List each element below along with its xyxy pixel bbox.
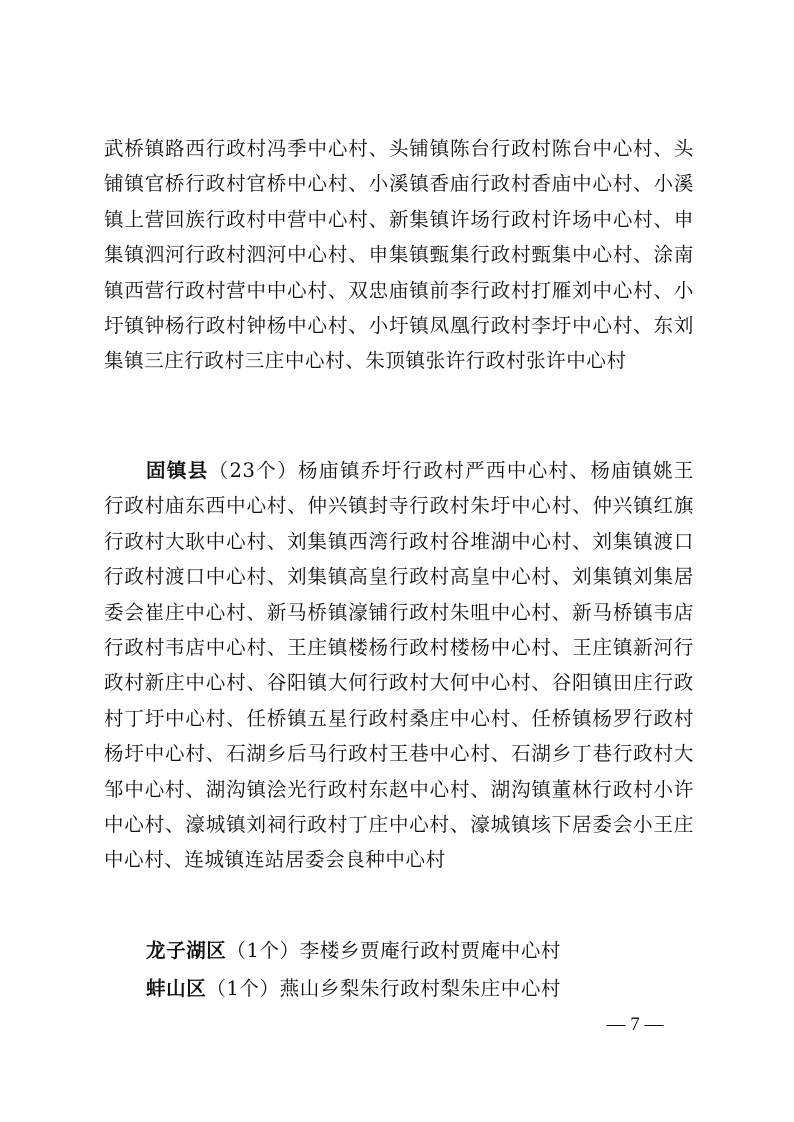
paragraph-longzihu-district: [104, 933, 694, 968]
county-heading: 固镇县: [146, 459, 209, 482]
page-number: — 7 —: [606, 1014, 664, 1035]
district-heading: 蚌山区: [146, 977, 207, 1000]
paragraph-text: （23个）杨庙镇乔圩行政村严西中心村、杨庙镇姚王行政村庙东西中心村、仲兴镇封寺行政村朱圩中心村、仲兴镇红旗行政村大耿中心村、刘集镇西湾行政村谷堆湖中心村、刘集镇渡口行政村渡口中心村、刘集镇高皇行政村高皇中心村、刘集镇刘集居委会崔庄中心村、新马桥镇濠铺行政村朱咀中心村、新马桥镇韦店行政村韦店中心村、王庄镇楼杨行政村楼杨中心村、王庄镇新河行政村新庄中心村、谷阳镇大何行政村大何中心村、谷阳镇田庄行政村丁圩中心村、任桥镇五星行政村桑庄中心村、任桥镇杨罗行政村杨圩中心村、石湖乡后马行政村王巷中心村、石湖乡丁巷行政村大邹中心村、湖沟镇浍光行政村东赵中心村、湖沟镇董林行政村小许中心村、濠城镇刘祠行政村丁庄中心村、濠城镇垓下居委会小王庄中心村、连城镇连站居委会良种中心村: [104, 459, 694, 872]
paragraph-text: 武桥镇路西行政村冯季中心村、头铺镇陈台行政村陈台中心村、头铺镇官桥行政村官桥中心村、小溪镇香庙行政村香庙中心村、小溪镇上营回族行政村中营中心村、新集镇许场行政村许场中心村、申集镇泗河行政村泗河中心村、申集镇甄集行政村甄集中心村、涂南镇西营行政村营中中心村、双忠庙镇前李行政村打雁刘中心村、小圩镇钟杨行政村钟杨中心村、小圩镇凤凰行政村李圩中心村、东刘集镇三庄行政村三庄中心村、朱顶镇张许行政村张许中心村: [104, 137, 694, 373]
paragraph-guzhen-county: [104, 453, 694, 878]
district-heading: 龙子湖区: [146, 939, 227, 962]
paragraph-bengshan-district: [104, 971, 694, 1006]
paragraph-text: （1个）燕山乡梨朱行政村梨朱庄中心村: [206, 977, 562, 1000]
paragraph-text: （1个）李楼乡贾庵行政村贾庵中心村: [226, 939, 562, 962]
paragraph-continuation: [104, 131, 694, 379]
